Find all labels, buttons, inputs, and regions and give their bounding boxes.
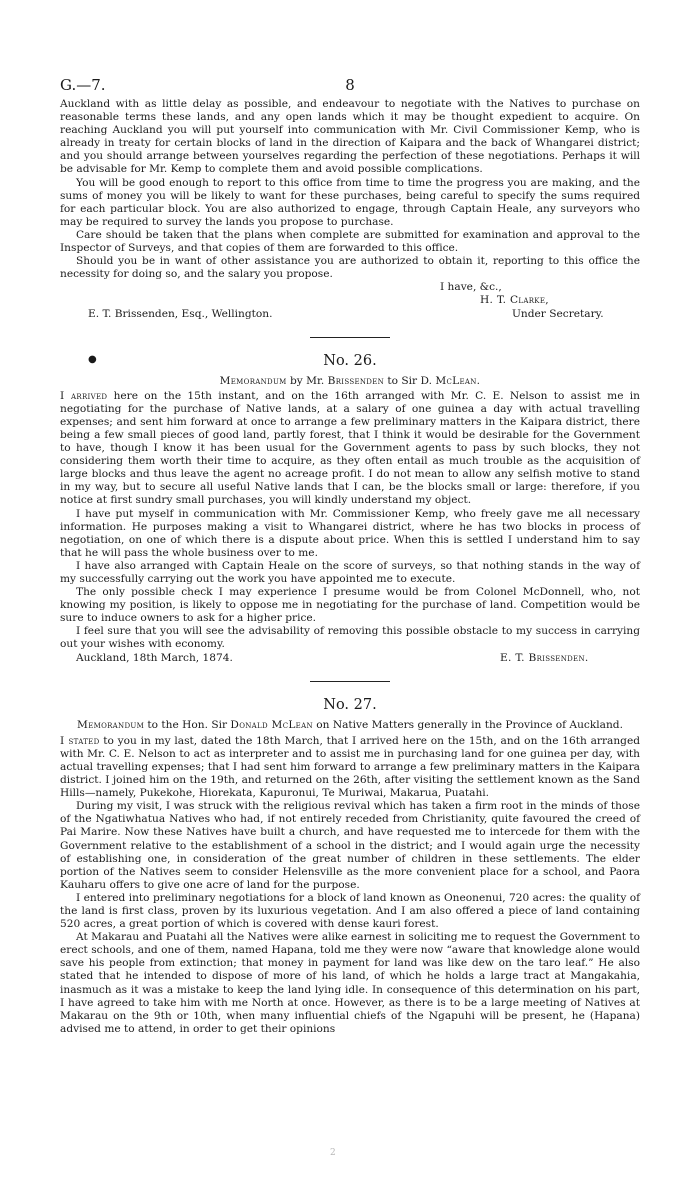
letter-signatory: H. T. Clarke, <box>480 294 549 307</box>
letter-paragraph: Auckland with as little delay as possible, and endeavour to negotiate with the Natives to purchase on reasonable terms these lands, and any open lands which it may be thought expedient to acquire. On reaching Auckland you will put yourself into communication with Mr. Civil Commissioner Kemp, who is already in treaty for certain blocks of land in the direction of Kaipara and the back of Whangarei district; and you should arrange between yourselves regarding the perfection of these negotiations. Perhaps it will be advisable for Mr. Kemp to complete them and avoid possible complications. <box>60 98 640 176</box>
document-number: No. 27. <box>323 696 377 713</box>
letter-paragraph: Care should be taken that the plans when complete are submitted for examination and approval to the Inspector of Surveys, and that copies of them are forwarded to this office. <box>60 228 640 255</box>
page-number: 8 <box>345 76 355 94</box>
memo-paragraph: I have also arranged with Captain Heale on the score of surveys, so that nothing stands in the way of my successfully carrying out the work you have appointed me to execute. <box>60 559 640 585</box>
letter-addressee: E. T. Brissenden, Esq., Wellington. <box>88 307 273 320</box>
bullet-mark: ● <box>88 353 97 365</box>
heading-author: Brissenden <box>327 374 385 387</box>
heading-prefix: Memorandum <box>219 374 287 387</box>
memo-paragraph: At Makarau and Puatahi all the Natives were alike earnest in soliciting me to request the Government to erect schools, and one of them, named Hapana, told me they were now “aware that knowledge alone would save his people from extinction; that money in payment for land was like dew on the taro leaf.” He also stated that he intended to dispose of more of his land, of which he holds a large tract at Mangakahia, inasmuch as it was a mistake to keep the land lying idle. In consequence of this determination on his part, I have agreed to take him with me North at once. However, as there is to be a large meeting of Natives at Makarau on the 9th or 10th, when many influential chiefs of the Ngapuhi will be present, he (Hapana) advised me to attend, in order to get their opinions <box>60 931 640 1035</box>
heading-prefix: Memorandum <box>77 718 145 731</box>
memo-heading <box>60 375 640 388</box>
memo-paragraph: I feel sure that you will see the advisability of removing this possible obstacle to my success in carrying out your wishes with economy. <box>60 625 640 651</box>
memo-paragraph <box>60 735 640 800</box>
document-number: No. 26. <box>323 352 377 369</box>
heading-rest: to the Hon. Sir <box>147 718 228 731</box>
memo-heading <box>60 719 640 732</box>
memo-paragraph <box>60 390 640 508</box>
letter-signatory-line <box>60 294 640 307</box>
memo-signoff <box>60 652 640 665</box>
memo-paragraph: During my visit, I was struck with the religious revival which has taken a firm root in the minds of those of the Ngatiwhatua Natives who had, if not entirely receded from Christianity, quite favoured the creed of Pai Marire. Now these Natives have built a church, and have requested me to intercede for them with the Government relative to the establishment of a school in the district; and I would again urge the necessity of establishing one, in consideration of the great number of children in these settlements. The elder portion of the Natives seem to consider Helensville as the more convenient place for a school, and Paora Kauharu offers to give one acre of land for the purpose. <box>60 800 640 891</box>
letter-closing: I have, &c., <box>440 281 502 294</box>
opening-caps: I arrived <box>60 389 108 402</box>
heading-by: by <box>290 374 303 387</box>
heading-name: Donald McLean <box>230 718 313 731</box>
memo-signature: E. T. Brissenden. <box>500 651 589 664</box>
heading-to: to Sir D. <box>387 374 432 387</box>
memo-paragraph: I entered into preliminary negotiations for a block of land known as Oneonenui, 720 acres: the quality of the land is first class, proven by its luxurious vegetation. And I am also offered a piece of land containing 520 acres, a great portion of which is covered with dense kauri forest. <box>60 891 640 931</box>
memo-paragraph: The only possible check I may experience I presume would be from Colonel McDonnell, who, not knowing my position, is likely to oppose me in negotiating for the purchase of land. Competition would be sure to induce owners to ask for a higher price. <box>60 586 640 625</box>
opening-caps: I stated <box>60 734 100 747</box>
heading-tail: on Native Matters generally in the Province of Auckland. <box>316 718 623 731</box>
memo-date: Auckland, 18th March, 1874. <box>76 651 233 664</box>
document-page <box>60 76 640 1036</box>
section-divider <box>310 337 390 338</box>
running-head <box>60 76 640 98</box>
heading-mr: Mr. <box>306 374 325 387</box>
memo-paragraph-text: here on the 15th instant, and on the 16th arranged with Mr. C. E. Nelson to assist me in negotiating for the purchase of Native lands, at a salary of one guinea a day with actual travelling expenses; and sent him forward at once to arrange a few preliminary matters in the Kaipara district, there being a few small pieces of good land, partly forest, that I think it would be desirable for the Government to have, though I know it has been usual for the Government agents to pass by such blocks, they not considering them worth their time to acquire, as they often entail as much trouble as the acquisition of large blocks and thus leave the agent no acreage profit. I do not mean to allow any selfish motive to stand in my way, but to secure all useful Native lands that I can, be the blocks small or large: therefore, if you notice at first sundry small purchases, you will kindly understand my object. <box>60 389 640 507</box>
document-reference: G.—7. <box>60 76 106 94</box>
section-divider <box>310 681 390 682</box>
letter-signatory-title: Under Secretary. <box>512 307 604 320</box>
heading-recipient: McLean. <box>435 374 481 387</box>
letter-closing-line <box>60 281 640 294</box>
letter-paragraph: Should you be in want of other assistance you are authorized to obtain it, reporting to this office the necessity for doing so, and the salary you propose. <box>60 255 640 281</box>
letter-addressee-line <box>60 308 640 321</box>
memo-paragraph-text: to you in my last, dated the 18th March, that I arrived here on the 15th, and on the 16th arranged with Mr. C. E. Nelson to act as interpreter and to assist me in purchasing land for one guinea per day, with actual travelling expenses; that I had sent him forward to arrange a few preliminary matters in the Kaipara district. I joined him on the 19th, and returned on the 26th, after visiting the settlement known as the Sand Hills—namely, Pukekohe, Hiorekata, Kapuronui, Te Muriwai, Makarua, Puatahi. <box>60 734 640 800</box>
margin-mark: 2 <box>330 1148 336 1158</box>
memo-paragraph: I have put myself in communication with Mr. Commissioner Kemp, who freely gave me all necessary information. He purposes making a visit to Whangarei district, where he has two blocks in process of negotiation, on one of which there is a dispute about price. When this is settled I understand him to say that he will pass the whole business over to me. <box>60 507 640 559</box>
letter-paragraph: You will be good enough to report to this office from time to time the progress you are making, and the sums of money you will be likely to want for these purchases, being careful to specify the sums required for each particular block. You are also authorized to engage, through Captain Heale, any surveyors who may be required to survey the lands you propose to purchase. <box>60 176 640 228</box>
